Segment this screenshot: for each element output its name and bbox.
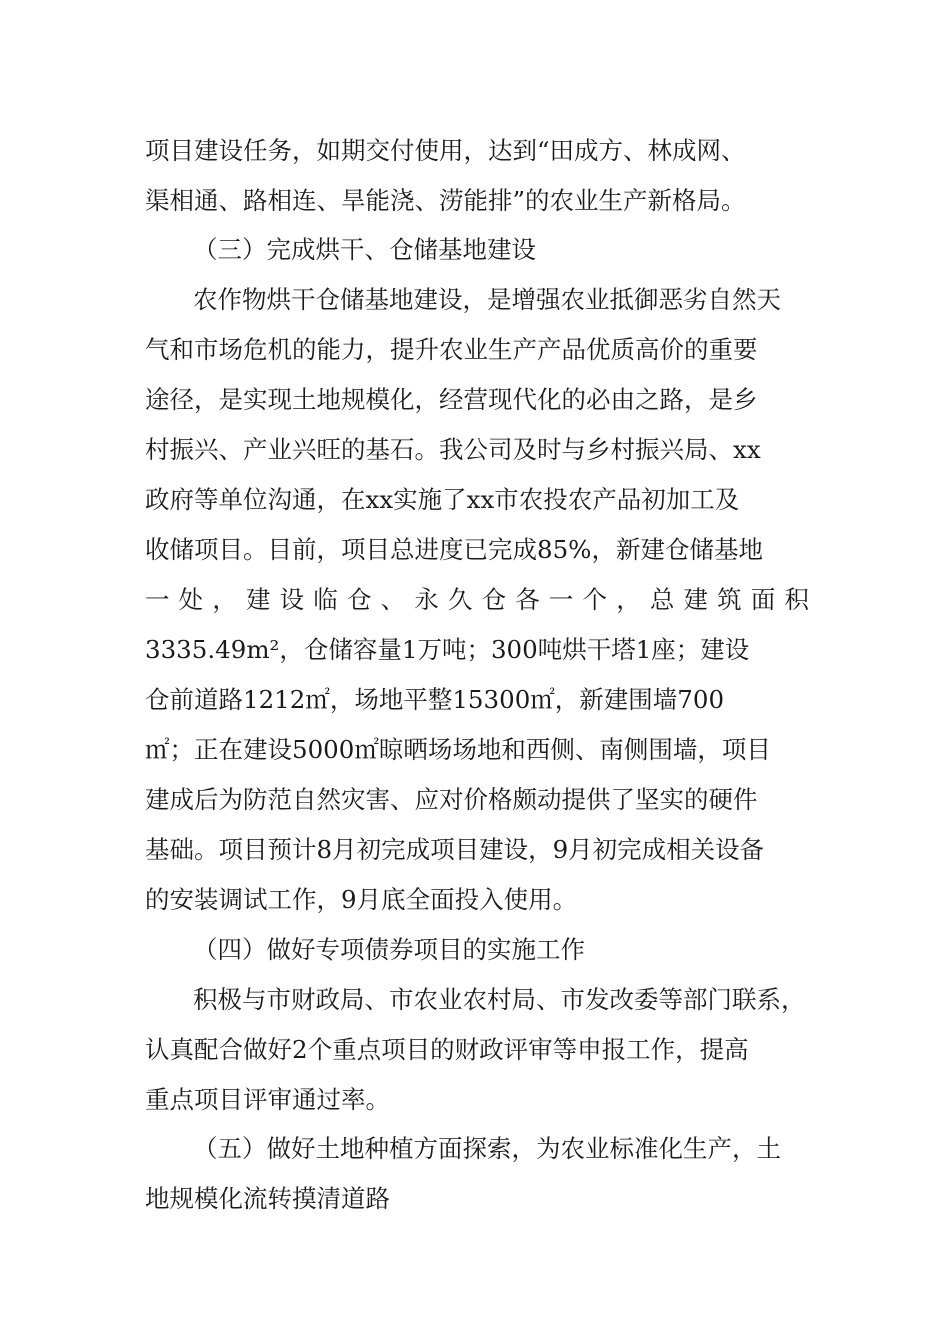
- text-line-6: 途径，是实现土地规模化，经营现代化的必由之路，是乡: [145, 385, 758, 414]
- text-line-10-justified: [145, 584, 809, 616]
- char: ，: [212, 585, 237, 614]
- text-line-1: 项目建设任务，如期交付使用，达到“田成方、林成网、: [145, 136, 746, 165]
- char: 、: [380, 585, 406, 614]
- section-heading-5: （五）做好土地种植方面探索，为农业标准化生产，土: [193, 1134, 781, 1163]
- text-line-12: 仓前道路1212㎡，场地平整15300㎡，新建围墙700: [145, 685, 725, 714]
- text-line-19: 认真配合做好2个重点项目的财政评审等申报工作，提高: [145, 1035, 749, 1064]
- char: 处: [178, 585, 204, 614]
- char: 久: [447, 585, 473, 614]
- char: 临: [313, 585, 338, 614]
- char: 筑: [717, 585, 742, 614]
- text-line-11: 3335.49m²，仓储容量1万吨；300吨烘干塔1座；建设: [145, 635, 750, 664]
- char: 积: [784, 585, 809, 614]
- text-line-9: 收储项目。目前，项目总进度已完成85%，新建仓储基地: [145, 535, 763, 564]
- text-line-13: ㎡；正在建设5000㎡晾晒场场地和西侧、南侧围墙，项目: [145, 735, 771, 764]
- char: 建: [245, 585, 271, 614]
- char: 设: [279, 585, 305, 614]
- char: 个: [582, 585, 608, 614]
- char: 永: [414, 585, 439, 614]
- text-line-16: 的安装调试工作，9月底全面投入使用。: [145, 885, 578, 914]
- paragraph-start-line: 农作物烘干仓储基地建设，是增强农业抵御恶劣自然天: [193, 285, 781, 314]
- text-line-14: 建成后为防范自然灾害、应对价格颇动提供了坚实的硬件: [145, 785, 758, 814]
- char: ，: [616, 585, 641, 614]
- text-line-5: 气和市场危机的能力，提升农业生产产品优质高价的重要: [145, 335, 758, 364]
- char: 面: [750, 585, 776, 614]
- char: 一: [145, 585, 170, 614]
- section-heading-4: （四）做好专项债券项目的实施工作: [193, 935, 585, 964]
- text-line-8: 政府等单位沟通，在xx实施了xx市农投农产品初加工及: [145, 485, 740, 514]
- text-line-15: 基础。项目预计8月初完成项目建设，9月初完成相关设备: [145, 835, 765, 864]
- section-heading-3: （三）完成烘干、仓储基地建设: [193, 235, 536, 264]
- text-line-7: 村振兴、产业兴旺的基石。我公司及时与乡村振兴局、xx: [145, 435, 761, 464]
- char: 各: [515, 585, 540, 614]
- text-line-22: 地规模化流转摸清道路: [145, 1184, 390, 1213]
- char: 仓: [481, 585, 507, 614]
- text-line-2: 渠相通、路相连、旱能浇、涝能排”的农业生产新格局。: [145, 186, 746, 215]
- char: 建: [683, 585, 708, 614]
- paragraph-start-line-2: 积极与市财政局、市农业农村局、市发改委等部门联系，: [193, 985, 806, 1014]
- char: 一: [548, 585, 574, 614]
- char: 仓: [346, 585, 372, 614]
- text-line-20: 重点项目评审通过率。: [145, 1085, 390, 1114]
- char: 总: [649, 585, 675, 614]
